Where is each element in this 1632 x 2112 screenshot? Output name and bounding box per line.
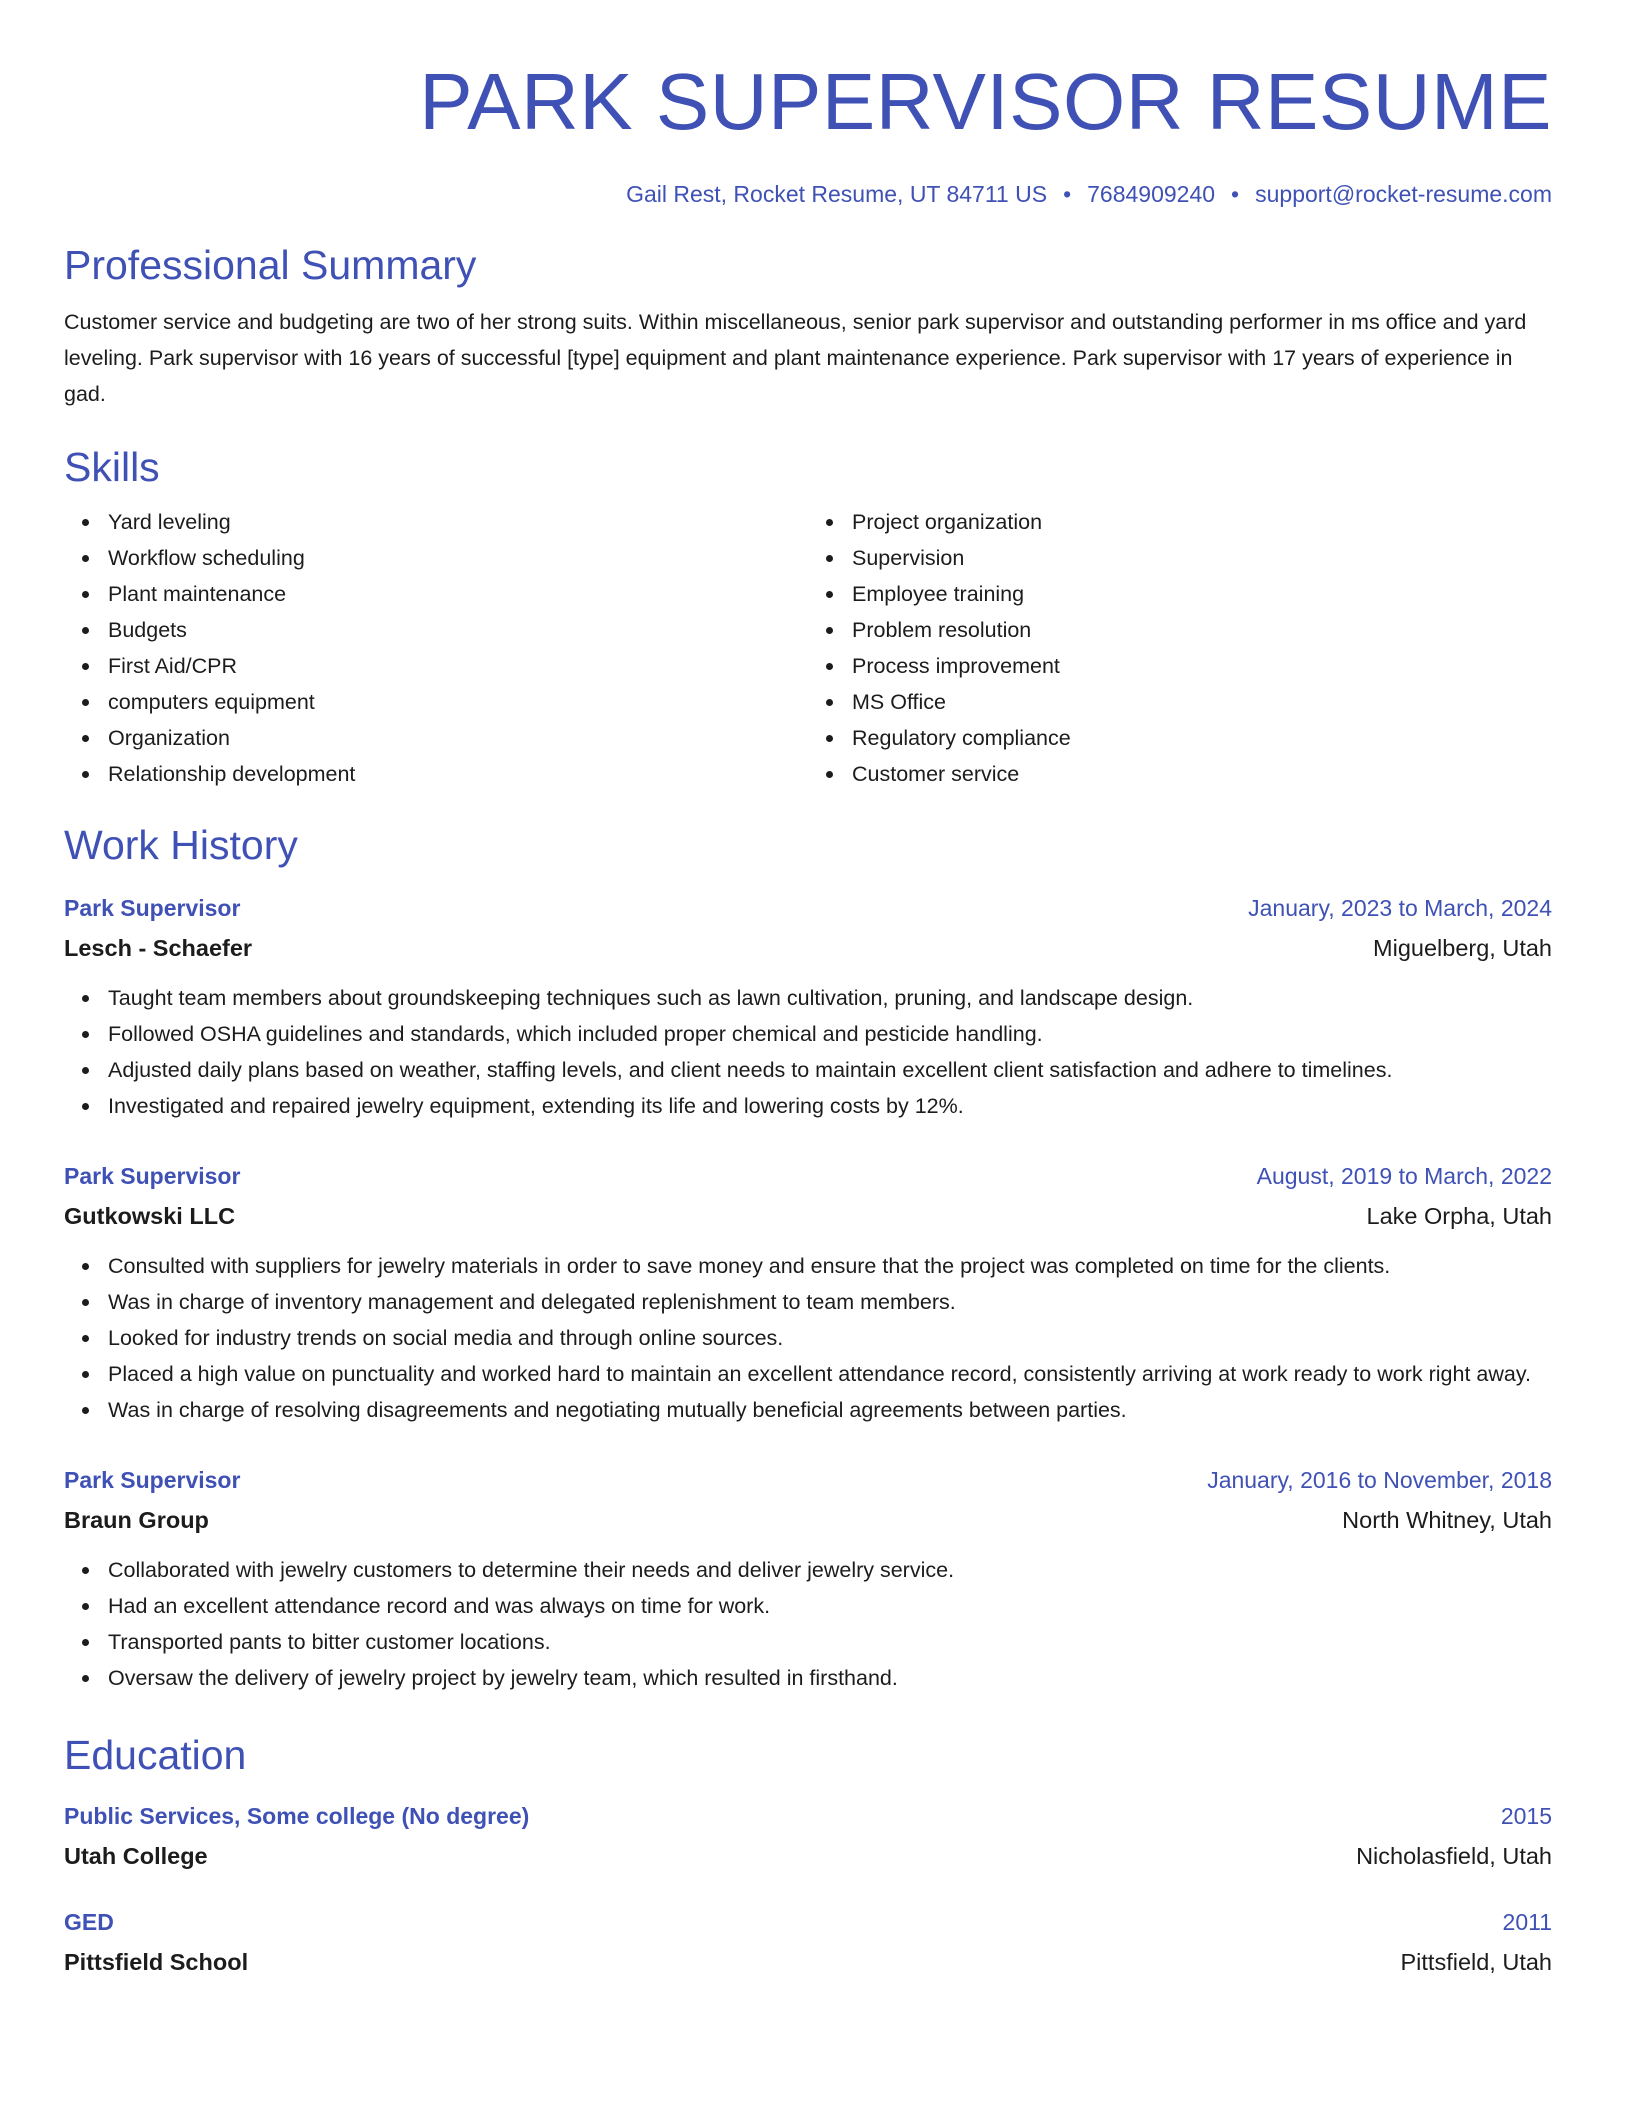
job-company-row: [64, 930, 1552, 966]
job-bullet: Consulted with suppliers for jewelry materials in order to save money and ensure that the project was completed on time for the clients.: [108, 1248, 1552, 1284]
job-bullets: [64, 1248, 1552, 1428]
education-school: Pittsfield School: [64, 1949, 249, 1975]
contact-email[interactable]: support@rocket-resume.com: [1255, 181, 1552, 207]
work-history-heading: Work History: [64, 822, 298, 868]
education-degree: Public Services, Some college (No degree): [64, 1803, 530, 1829]
job-company: Lesch - Schaefer: [64, 935, 253, 961]
job-company-row: [64, 1198, 1552, 1234]
job-entry: [64, 890, 1552, 1124]
education-entry: [64, 1904, 1552, 1980]
skill-item: computers equipment: [108, 684, 808, 720]
job-company-row: [64, 1502, 1552, 1538]
job-bullet: Was in charge of inventory management and delegated replenishment to team members.: [108, 1284, 1552, 1320]
skill-item: Project organization: [852, 504, 1552, 540]
skill-item: Customer service: [852, 756, 1552, 792]
job-bullet: Adjusted daily plans based on weather, staffing levels, and client needs to maintain excellent client satisfaction and adhere to timelines.: [108, 1052, 1552, 1088]
job-location: Miguelberg, Utah: [1373, 935, 1552, 961]
contact-separator: •: [1231, 181, 1240, 207]
job-bullet: Oversaw the delivery of jewelry project by jewelry team, which resulted in firsthand.: [108, 1660, 1552, 1696]
job-bullet: Followed OSHA guidelines and standards, which included proper chemical and pesticide handling.: [108, 1016, 1552, 1052]
job-bullets: [64, 980, 1552, 1124]
job-bullet: Had an excellent attendance record and was always on time for work.: [108, 1588, 1552, 1624]
skills-heading: Skills: [64, 444, 160, 490]
skill-item: First Aid/CPR: [108, 648, 808, 684]
summary-text: Customer service and budgeting are two of her strong suits. Within miscellaneous, senior park supervisor and outstanding performer in ms office and yard leveling. Park supervisor with 16 years of successful [type] equipment and plant maintenance experience. Park supervisor with 17 years of experience in gad.: [64, 310, 1527, 406]
job-bullet: Was in charge of resolving disagreements and negotiating mutually beneficial agreements between parties.: [108, 1392, 1552, 1428]
skill-item: Workflow scheduling: [108, 540, 808, 576]
education-year: 2015: [1500, 1803, 1552, 1829]
contact-phone[interactable]: 7684909240: [1087, 181, 1216, 207]
skill-item: Plant maintenance: [108, 576, 808, 612]
education-degree: GED: [64, 1909, 114, 1935]
job-entry: [64, 1462, 1552, 1696]
resume-title: PARK SUPERVISOR RESUME: [419, 57, 1552, 146]
skill-item: Process improvement: [852, 648, 1552, 684]
job-header-row: [64, 1158, 1552, 1194]
contact-separator: •: [1063, 181, 1072, 207]
skill-item: Employee training: [852, 576, 1552, 612]
summary-heading: Professional Summary: [64, 242, 477, 288]
skill-item: Budgets: [108, 612, 808, 648]
job-company: Braun Group: [64, 1507, 209, 1533]
education-year: 2011: [1502, 1909, 1552, 1935]
job-bullet: Collaborated with jewelry customers to determine their needs and deliver jewelry service.: [108, 1552, 1552, 1588]
job-location: North Whitney, Utah: [1342, 1507, 1552, 1533]
skill-item: Problem resolution: [852, 612, 1552, 648]
skills-column-right: [808, 504, 1552, 792]
job-header-row: [64, 890, 1552, 926]
skill-item: Organization: [108, 720, 808, 756]
job-company: Gutkowski LLC: [64, 1203, 236, 1229]
job-bullet: Looked for industry trends on social media and through online sources.: [108, 1320, 1552, 1356]
job-bullet: Investigated and repaired jewelry equipment, extending its life and lowering costs by 12%.: [108, 1088, 1552, 1124]
job-bullets: [64, 1552, 1552, 1696]
skill-item: Supervision: [852, 540, 1552, 576]
education-header-row: [64, 1904, 1552, 1940]
education-entry: [64, 1798, 1552, 1874]
job-title: Park Supervisor: [64, 895, 241, 921]
job-entry: [64, 1158, 1552, 1428]
job-bullet: Taught team members about groundskeeping techniques such as lawn cultivation, pruning, and landscape design.: [108, 980, 1552, 1016]
resume-page: [64, 56, 1552, 1980]
skill-item: Relationship development: [108, 756, 808, 792]
education-location: Nicholasfield, Utah: [1356, 1843, 1552, 1869]
resume-header: [64, 56, 1552, 210]
job-title: Park Supervisor: [64, 1163, 241, 1189]
education-heading: Education: [64, 1732, 247, 1778]
contact-address: Gail Rest, Rocket Resume, UT 84711 US: [626, 181, 1048, 207]
education-location: Pittsfield, Utah: [1400, 1949, 1552, 1975]
skill-item: Yard leveling: [108, 504, 808, 540]
job-title: Park Supervisor: [64, 1467, 241, 1493]
job-dates: August, 2019 to March, 2022: [1256, 1163, 1552, 1189]
job-dates: January, 2016 to November, 2018: [1207, 1467, 1552, 1493]
skill-item: Regulatory compliance: [852, 720, 1552, 756]
job-bullet: Transported pants to bitter customer locations.: [108, 1624, 1552, 1660]
job-bullet: Placed a high value on punctuality and worked hard to maintain an excellent attendance record, consistently arriving at work ready to work right away.: [108, 1356, 1552, 1392]
education-school: Utah College: [64, 1843, 208, 1869]
education-header-row: [64, 1798, 1552, 1834]
skills-column-left: [64, 504, 808, 792]
job-dates: January, 2023 to March, 2024: [1248, 895, 1552, 921]
education-school-row: [64, 1838, 1552, 1874]
skill-item: MS Office: [852, 684, 1552, 720]
job-location: Lake Orpha, Utah: [1366, 1203, 1552, 1229]
job-header-row: [64, 1462, 1552, 1498]
skills-list: [64, 504, 1552, 792]
education-school-row: [64, 1944, 1552, 1980]
contact-line: [64, 178, 1552, 210]
